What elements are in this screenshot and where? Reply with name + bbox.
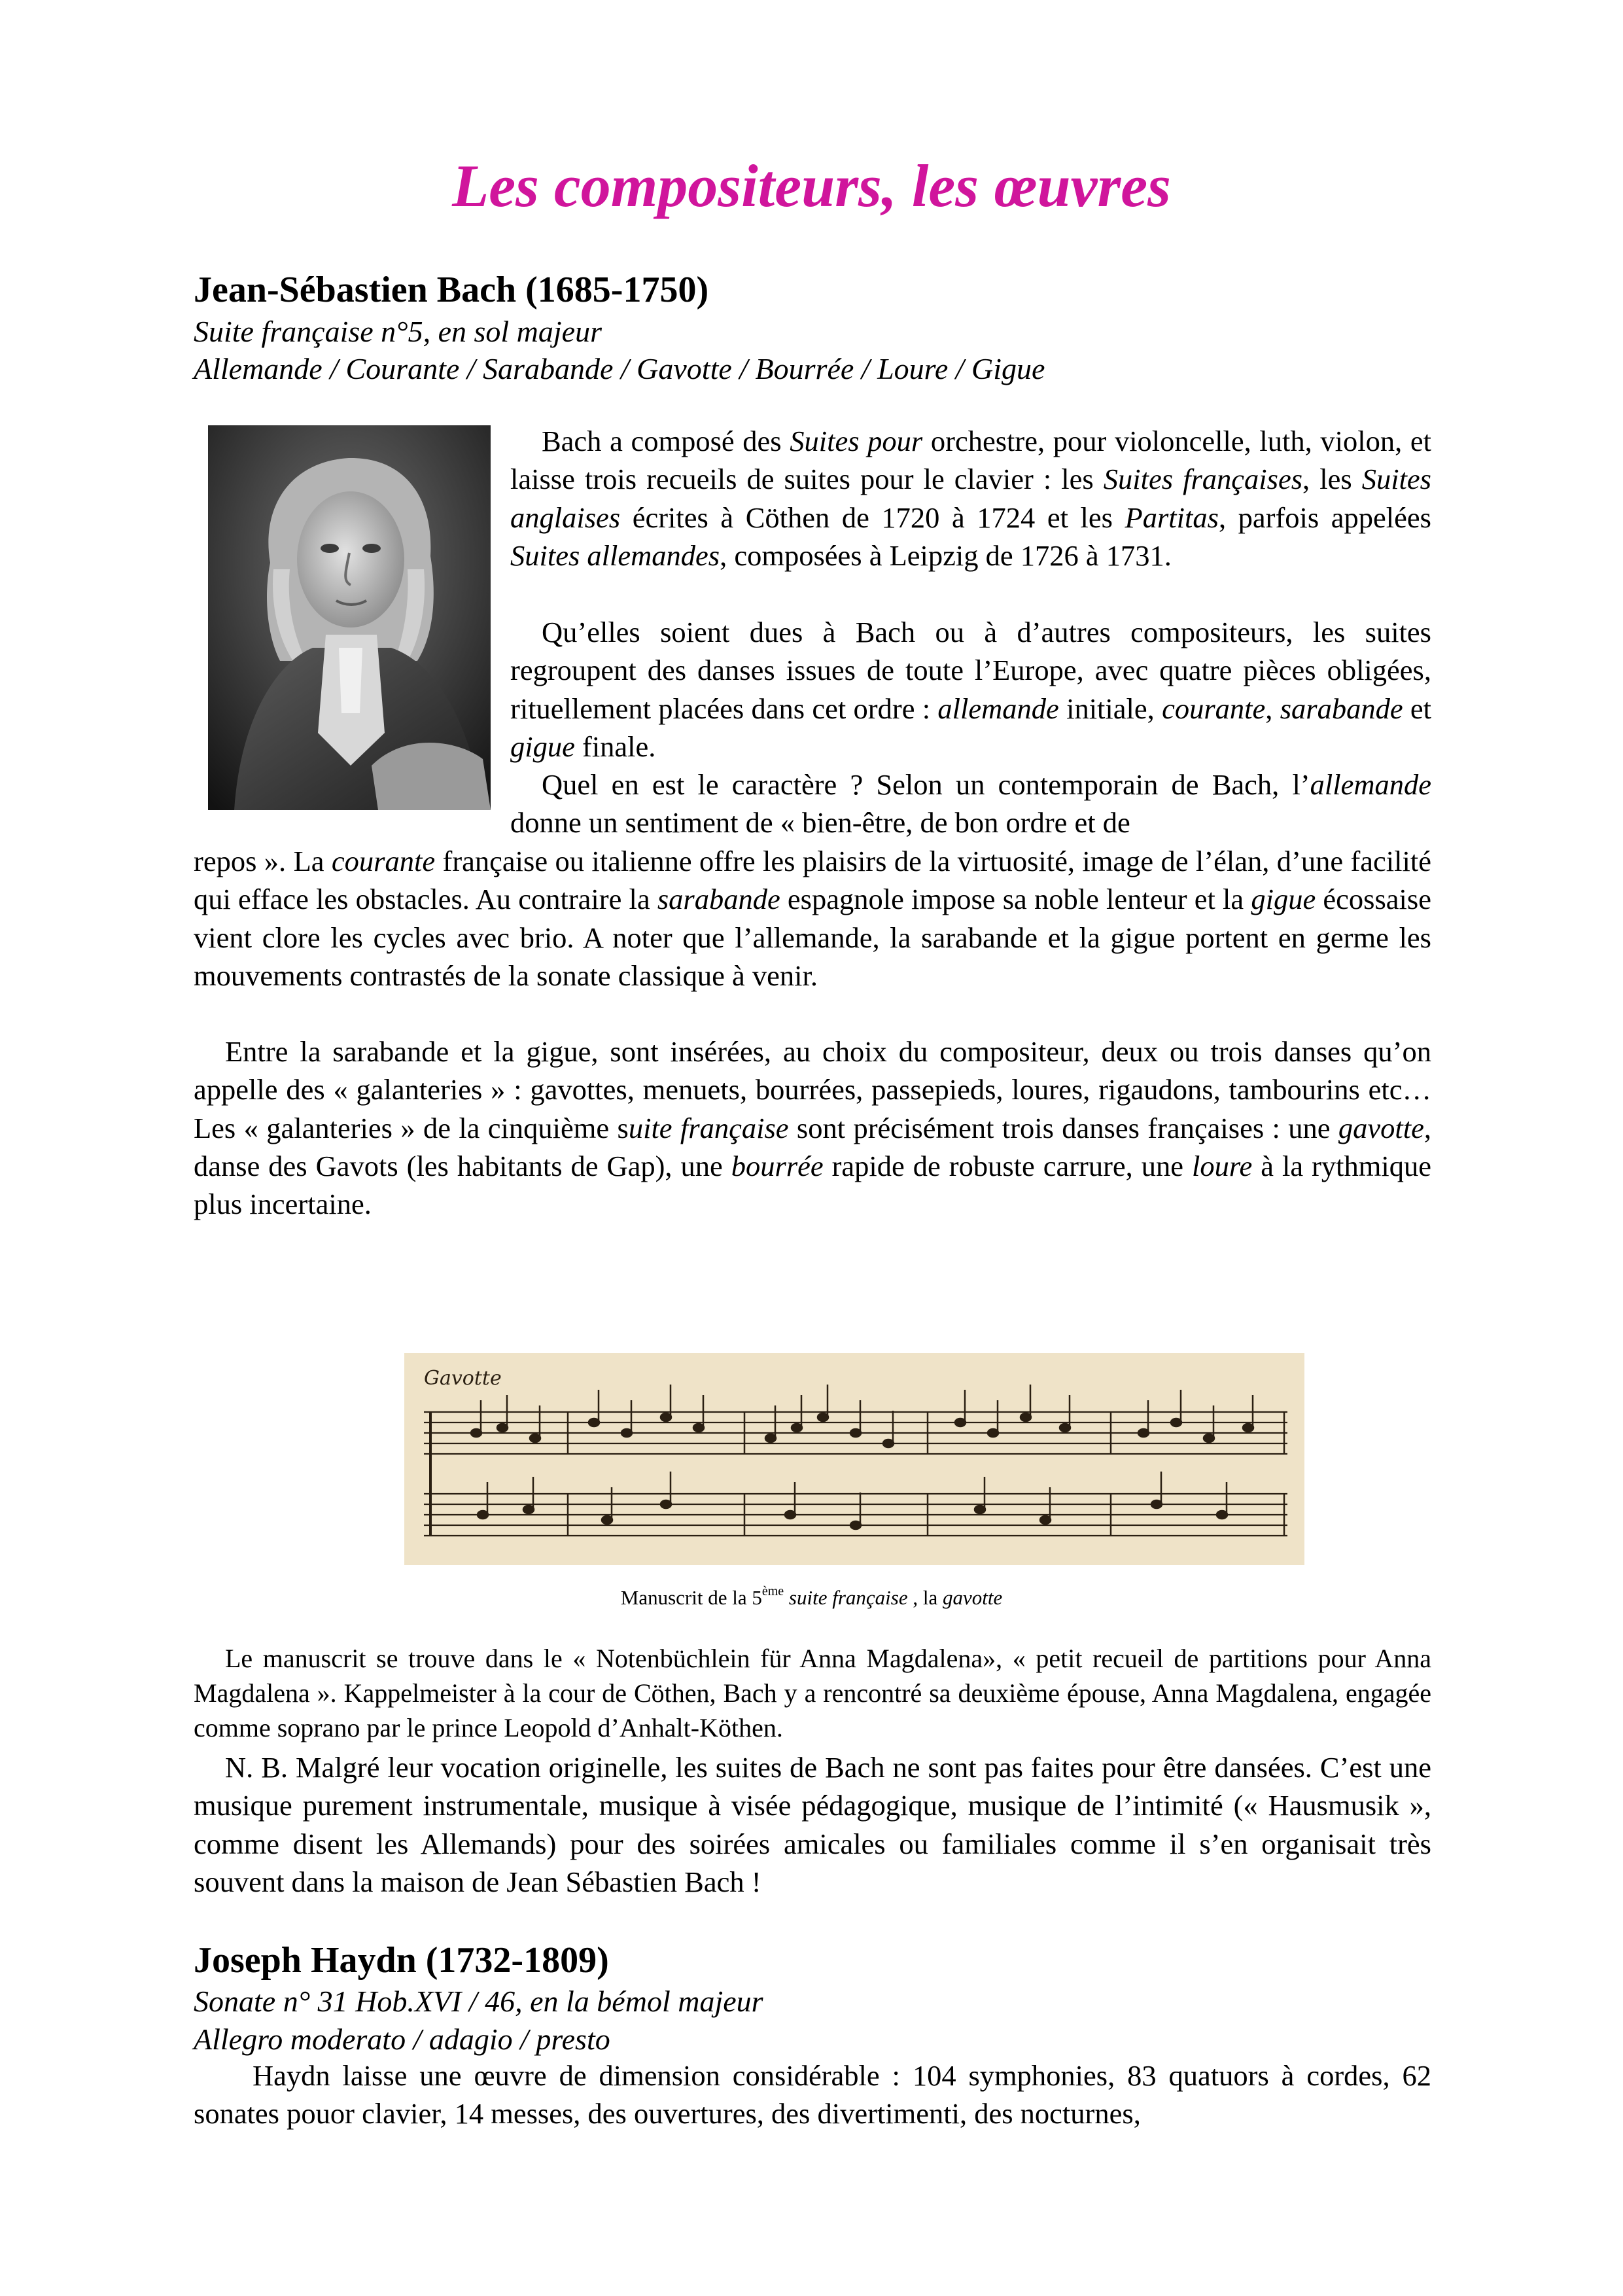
bach-portrait-drawing <box>208 425 491 810</box>
gavotte-manuscript-image <box>404 1353 1304 1565</box>
bach-paragraph-4: Entre la sarabande et la gigue, sont insérées, au choix du compositeur, deux ou trois danses qu’on appelle des « galanteries » : gavottes, menuets, bourrées, passepieds, loures, rigaudons, tambourins etc…Les « galanteries » de la cinquième suite française sont précisément trois danses françaises : une gavotte, danse des Gavots (les habitants de Gap), une bourrée rapide de robuste carrure, une loure à la rythmique plus incertaine. <box>194 1035 1432 1221</box>
manuscript-caption: Manuscrit de la 5ème suite française , la gavotte <box>620 1584 1003 1609</box>
haydn-work-title: Sonate n° 31 Hob.XVI / 46, en la bémol majeur <box>194 1985 763 2018</box>
manuscript-label: Gavotte <box>424 1367 502 1390</box>
bach-paragraph-2: Qu’elles soient dues à Bach ou à d’autres compositeurs, les suites regroupent des danses issues de toute l’Europe, avec quatre pièces obligées, rituellement placées dans cet ordre : allemande initiale, courante, sarabande et gigue finale. <box>510 616 1431 763</box>
bach-paragraph-3-continued: repos ». La courante française ou italienne offre les plaisirs de la virtuosité, image de l’élan, d’une facilité qui efface les obstacles. Au contraire la sarabande espagnole impose sa noble lenteur et la gigue écossaise vient clore les cycles avec brio. A noter que l’allemande, la sarabande et la gigue portent en germe les mouvements contrastés de la sonate classique à venir. <box>194 845 1432 992</box>
manuscript-score <box>404 1353 1304 1565</box>
bach-paragraph-1: Bach a composé des Suites pour orchestre, pour violoncelle, luth, violon, et laisse trois recueils de suites pour le clavier : les Suites françaises, les Suites anglaises écrites à Cöthen de 1720 à 1724 et les Partitas, parfois appelées Suites allemandes, composées à Leipzig de 1726 à 1731. <box>510 425 1432 572</box>
bach-paragraph-3-start: Quel en est le caractère ? Selon un contemporain de Bach, l’allemande donne un sentiment de « bien-être, de bon ordre et de <box>510 768 1431 839</box>
bach-paragraph-5: Le manuscrit se trouve dans le « Notenbüchlein für Anna Magdalena», « petit recueil de partitions pour Anna Magdalena ». Kappelmeister à la cour de Cöthen, Bach y a rencontré sa deuxième épouse, Anna Magdalena, engagée comme soprano par le prince Leopold d’Anhalt-Köthen. <box>194 1644 1431 1742</box>
haydn-paragraph-1: Haydn laisse une œuvre de dimension considérable : 104 symphonies, 83 quatuors à cordes, 62 sonates pouor clavier, 14 messes, des ouvertures, des divertimenti, des nocturnes, <box>194 2059 1431 2130</box>
haydn-heading: Joseph Haydn (1732-1809) <box>194 1940 609 1981</box>
bach-paragraph-6: N. B. Malgré leur vocation originelle, les suites de Bach ne sont pas faites pour être dansées. C’est une musique purement instrumentale, musique à visée pédagogique, musique de l’intimité (« Hausmusik », comme disent les Allemands) pour des soirées amicales ou familiales comme il s’en organisait très souvent dans la maison de Jean Sébastien Bach ! <box>194 1751 1431 1898</box>
bach-work-title: Suite française n°5, en sol majeur <box>194 315 602 348</box>
haydn-movements: Allegro moderato / adagio / presto <box>194 2022 610 2056</box>
bach-portrait <box>208 425 491 810</box>
page-title: Les compositeurs, les œuvres <box>452 152 1171 219</box>
bach-heading: Jean-Sébastien Bach (1685-1750) <box>194 270 709 310</box>
bach-movements: Allemande / Courante / Sarabande / Gavotte / Bourrée / Loure / Gigue <box>194 352 1045 385</box>
